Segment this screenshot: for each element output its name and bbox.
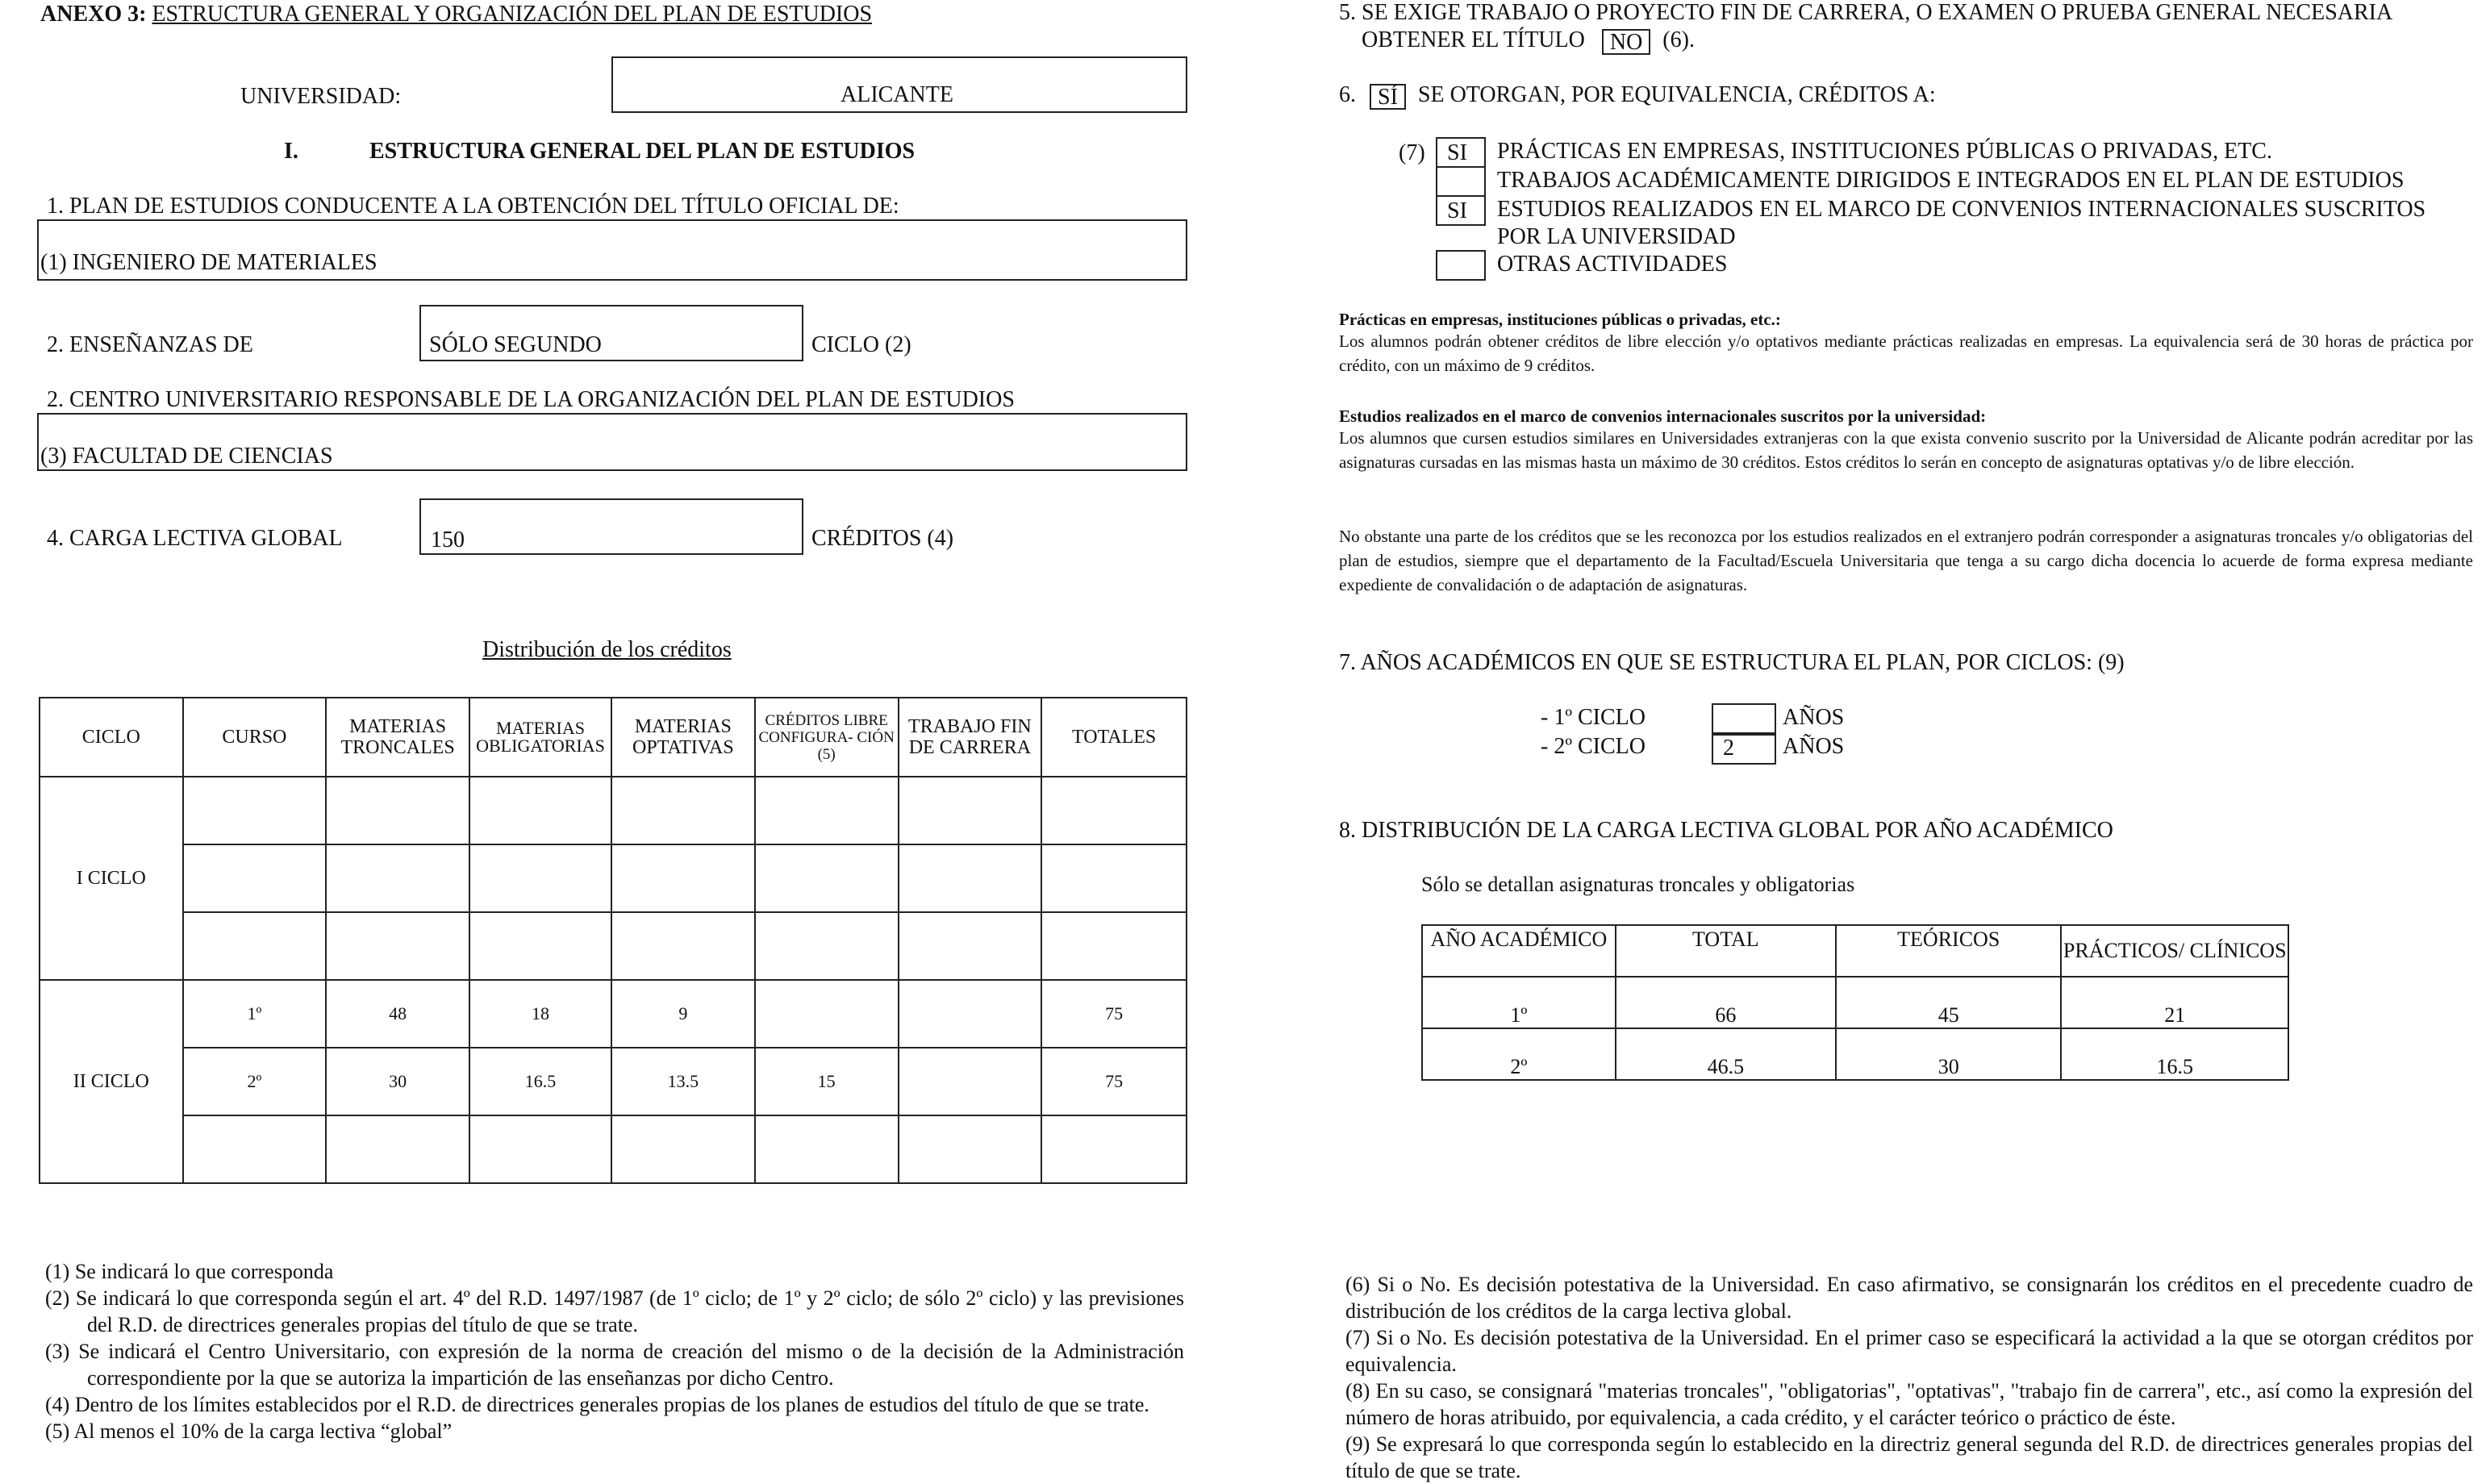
section-number: I. xyxy=(284,139,298,164)
header-obligatorias: MATERIAS OBLIGATORIAS xyxy=(469,698,611,777)
center-field xyxy=(37,413,1187,471)
trabajo-cell xyxy=(899,980,1042,1048)
header-teoricos: TEÓRICOS xyxy=(1836,925,2061,977)
cycle2-label: - 2º CICLO xyxy=(1541,734,1646,759)
option-label: OTRAS ACTIVIDADES xyxy=(1497,252,1728,277)
university-field xyxy=(611,56,1187,113)
item5-suffix: (6). xyxy=(1662,27,1695,52)
item7-note: (7) xyxy=(1399,140,1425,165)
table-header-row xyxy=(40,698,1187,777)
teoricos-cell: 30 xyxy=(1836,1028,2061,1080)
distribution-title: Distribución de los créditos xyxy=(482,637,732,662)
credits-field xyxy=(419,498,803,555)
university-label: UNIVERSIDAD: xyxy=(240,84,402,109)
option-label: POR LA UNIVERSIDAD xyxy=(1497,224,1736,249)
university-value: ALICANTE xyxy=(840,82,953,107)
totales-cell: 75 xyxy=(1041,980,1187,1048)
footnote: (6) Si o No. Es decisión potestativa de la Universidad. En caso afirmativo, se consignarán los créditos en el precedente cuadro de distribución de los créditos de la carga lectiva global. xyxy=(1345,1273,2473,1323)
left-footnotes xyxy=(45,1258,1184,1444)
totales-cell: 75 xyxy=(1041,1048,1187,1115)
item6-row xyxy=(1339,82,1936,110)
cycle-value: SÓLO SEGUNDO xyxy=(429,332,602,357)
trabajo-cell xyxy=(899,1048,1042,1115)
optativas-cell: 13.5 xyxy=(611,1048,755,1115)
header-curso: CURSO xyxy=(183,698,327,777)
footnote: (5) Al menos el 10% de la carga lectiva “global” xyxy=(45,1419,453,1443)
year-distribution-table xyxy=(1421,924,2289,1081)
header-practicos: PRÁCTICOS/ CLÍNICOS xyxy=(2061,925,2288,977)
troncales-cell: 48 xyxy=(326,980,469,1048)
estudios-text: Los alumnos que cursen estudios similares en Universidades extranjeras con la que exista convenio suscrito por la Universidad de Alicante podrán acreditar por las asignaturas cursadas en las mismas hasta un máximo de 30 créditos. Estos créditos lo serán en concepto de asignaturas optativas y/o de libre elección. xyxy=(1339,428,2473,472)
option-box: SI xyxy=(1436,137,1486,168)
year-cell: 2º xyxy=(1422,1028,1616,1080)
item4-label: 4. CARGA LECTIVA GLOBAL xyxy=(47,526,343,551)
cycle1-years-box xyxy=(1712,703,1776,736)
header-optativas: MATERIAS OPTATIVAS xyxy=(611,698,755,777)
header-year: AÑO ACADÉMICO xyxy=(1422,925,1616,977)
header-trabajo: TRABAJO FIN DE CARRERA xyxy=(899,698,1042,777)
header-total: TOTAL xyxy=(1616,925,1836,977)
table-row xyxy=(1422,977,2288,1028)
credits-distribution-table xyxy=(39,697,1187,1184)
practicos-cell: 21 xyxy=(2061,977,2288,1028)
optativas-cell: 9 xyxy=(611,980,755,1048)
footnote: (3) Se indicará el Centro Universitario, con expresión de la norma de creación del mismo o de la decisión de la Administración correspondiente por la que se autoriza la impartición de las enseñanzas por dicho Centro. xyxy=(45,1340,1184,1390)
cycle-field xyxy=(419,305,803,361)
libre-cell xyxy=(755,980,899,1048)
footnote: (1) Se indicará lo que corresponda xyxy=(45,1260,334,1283)
option-box xyxy=(1436,250,1486,281)
option-label: PRÁCTICAS EN EMPRESAS, INSTITUCIONES PÚBLICAS O PRIVADAS, ETC. xyxy=(1497,139,2272,164)
annex-prefix: ANEXO 3: xyxy=(40,2,147,27)
curso-cell: 2º xyxy=(183,1048,327,1115)
degree-field xyxy=(37,219,1187,281)
item1-label: 1. PLAN DE ESTUDIOS CONDUCENTE A LA OBTENCIÓN DEL TÍTULO OFICIAL DE: xyxy=(47,194,899,219)
item7-label: 7. AÑOS ACADÉMICOS EN QUE SE ESTRUCTURA EL PLAN, POR CICLOS: (9) xyxy=(1339,650,2125,675)
total-cell: 66 xyxy=(1616,977,1836,1028)
obligatorias-cell: 18 xyxy=(469,980,611,1048)
right-footnotes xyxy=(1345,1271,2473,1484)
item2-label: 2. ENSEÑANZAS DE xyxy=(47,332,253,357)
item6-label: SE OTORGAN, POR EQUIVALENCIA, CRÉDITOS A: xyxy=(1417,82,1936,107)
ciclo2-cell: II CICLO xyxy=(40,980,183,1183)
table-header-row xyxy=(1422,925,2288,977)
table-row xyxy=(40,980,1187,1048)
teoricos-cell: 45 xyxy=(1836,977,2061,1028)
header-ciclo: CICLO xyxy=(40,698,183,777)
footnote: (9) Se expresará lo que corresponda según lo establecido en la directriz general segunda del R.D. de directrices generales propias del título de que se trate. xyxy=(1345,1432,2473,1482)
item6-answer-box: SÍ xyxy=(1370,84,1406,110)
item5-line2 xyxy=(1362,27,1695,55)
cycle1-label: - 1º CICLO xyxy=(1541,705,1646,730)
total-cell: 46.5 xyxy=(1616,1028,1836,1080)
years-label: AÑOS xyxy=(1783,705,1845,730)
footnote: (7) Si o No. Es decisión potestativa de la Universidad. En el primer caso se especificará la actividad a la que se otorgan créditos por equivalencia. xyxy=(1345,1326,2473,1376)
credits-value: 150 xyxy=(431,527,465,552)
table-row xyxy=(1422,1028,2288,1080)
table-row xyxy=(40,912,1187,980)
item5-answer-box: NO xyxy=(1602,29,1650,55)
table-row xyxy=(40,1048,1187,1115)
footnote: (8) En su caso, se consignará "materias troncales", "obligatorias", "optativas", "trabajo fin de carrera", etc., así como la expresión del número de horas atribuido, por equivalencia, a cada crédito, y el carácter teórico o práctico de éste. xyxy=(1345,1379,2473,1429)
practicos-cell: 16.5 xyxy=(2061,1028,2288,1080)
annex-heading xyxy=(40,2,872,27)
item5-line2-text: OBTENER EL TÍTULO xyxy=(1362,27,1585,52)
option-label: TRABAJOS ACADÉMICAMENTE DIRIGIDOS E INTEGRADOS EN EL PLAN DE ESTUDIOS xyxy=(1497,168,2405,193)
footnote: (4) Dentro de los límites establecidos por el R.D. de directrices generales propias de los planes de estudios del título de que se trate. xyxy=(45,1393,1149,1416)
cycle2-years-box: 2 xyxy=(1712,732,1776,765)
obligatorias-cell: 16.5 xyxy=(469,1048,611,1115)
item8-label: 8. DISTRIBUCIÓN DE LA CARGA LECTIVA GLOBAL POR AÑO ACADÉMICO xyxy=(1339,818,2113,843)
header-troncales: MATERIAS TRONCALES xyxy=(326,698,469,777)
item6-prefix: 6. xyxy=(1339,82,1356,107)
year-cell: 1º xyxy=(1422,977,1616,1028)
degree-value: (1) INGENIERO DE MATERIALES xyxy=(40,250,377,275)
footnote: (2) Se indicará lo que corresponda según el art. 4º del R.D. 1497/1987 (de 1º ciclo; de 1º y 2º ciclo; de sólo 2º ciclo) y las previsiones del R.D. de directrices generales propias del título de que se trate. xyxy=(45,1286,1184,1336)
annex-title: ESTRUCTURA GENERAL Y ORGANIZACIÓN DEL PLAN DE ESTUDIOS xyxy=(152,2,873,27)
option-label: ESTUDIOS REALIZADOS EN EL MARCO DE CONVENIOS INTERNACIONALES SUSCRITOS xyxy=(1497,197,2426,222)
table-row xyxy=(40,1115,1187,1183)
libre-cell: 15 xyxy=(755,1048,899,1115)
option-box: SI xyxy=(1436,195,1486,226)
curso-cell: 1º xyxy=(183,980,327,1048)
years-label: AÑOS xyxy=(1783,734,1845,759)
practicas-text: Los alumnos podrán obtener créditos de libre elección y/o optativos mediante prácticas realizadas en empresas. La equivalencia será de 30 horas de práctica por crédito, con un máximo de 9 créditos. xyxy=(1339,331,2473,375)
troncales-cell: 30 xyxy=(326,1048,469,1115)
section-title: ESTRUCTURA GENERAL DEL PLAN DE ESTUDIOS xyxy=(369,139,916,164)
item5-line1: 5. SE EXIGE TRABAJO O PROYECTO FIN DE CARRERA, O EXAMEN O PRUEBA GENERAL NECESARIA xyxy=(1339,0,2393,25)
item8-subtitle: Sólo se detallan asignaturas troncales y obligatorias xyxy=(1421,873,1855,896)
table-row xyxy=(40,777,1187,844)
header-libre: CRÉDITOS LIBRE CONFIGURA- CIÓN (5) xyxy=(755,698,899,777)
header-totales: TOTALES xyxy=(1041,698,1187,777)
ciclo1-cell: I CICLO xyxy=(40,777,183,980)
option-box xyxy=(1436,166,1486,197)
item3-label: 2. CENTRO UNIVERSITARIO RESPONSABLE DE LA ORGANIZACIÓN DEL PLAN DE ESTUDIOS xyxy=(47,387,1015,412)
obstante-text: No obstante una parte de los créditos que se les reconozca por los estudios realizados en el extranjero podrán corresponder a asignaturas troncales y/o obligatorias del plan de estudios, siempre que el departamento de la Facultad/Escuela Universitaria que tenga a su cargo dicha docencia lo acuerde de forma expresa mediante expediente de convalidación o de adaptación de asignaturas. xyxy=(1339,527,2473,594)
item2-suffix: CICLO (2) xyxy=(811,332,911,357)
practicas-heading: Prácticas en empresas, instituciones públicas o privadas, etc.: xyxy=(1339,310,1781,329)
table-row xyxy=(40,844,1187,912)
estudios-heading: Estudios realizados en el marco de convenios internacionales suscritos por la universidad: xyxy=(1339,406,1987,426)
item4-suffix: CRÉDITOS (4) xyxy=(811,526,954,551)
center-value: (3) FACULTAD DE CIENCIAS xyxy=(40,444,333,469)
